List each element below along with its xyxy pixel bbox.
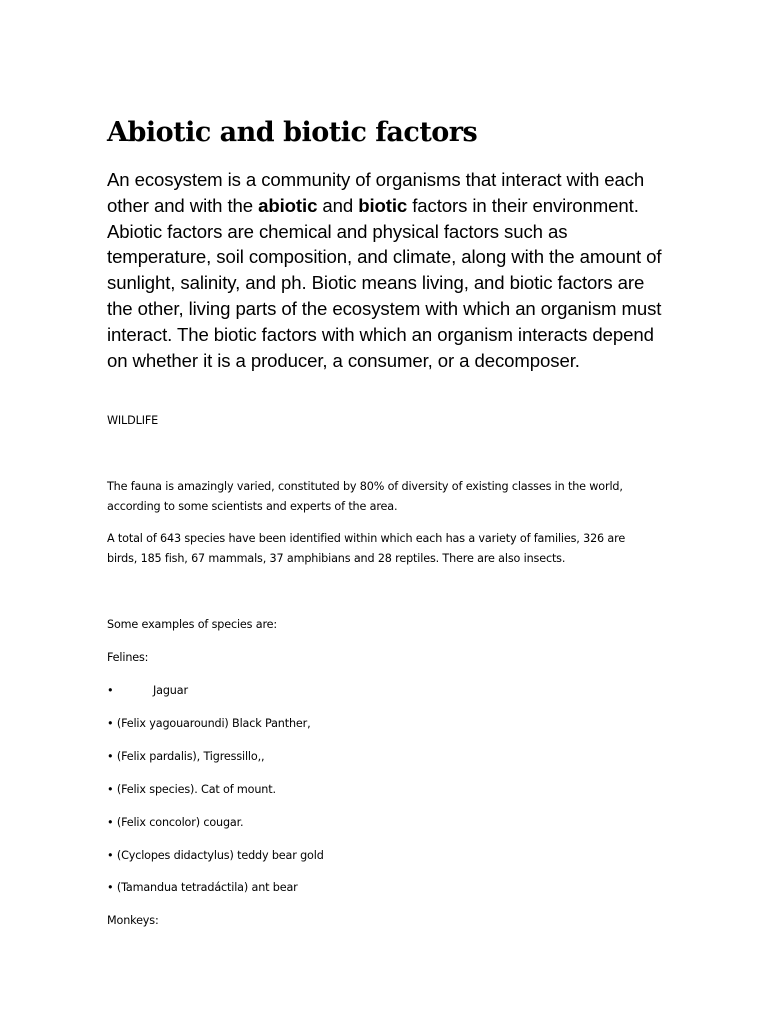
intro-text-2: and [317, 194, 359, 216]
monkeys-heading: Monkeys: [107, 914, 159, 927]
fauna-paragraph: The fauna is amazingly varied, constituted by 80% of diversity of existing classes in the world, according to some scientists and experts of the area. [107, 480, 623, 513]
intro-text-1: An ecosystem is a community of organisms that interact with each other and with the [107, 169, 645, 216]
list-item-teddy-bear-gold: • (Cyclopes didactylus) teddy bear gold [107, 849, 324, 862]
list-item-cat-of-mount: • (Felix species). Cat of mount. [107, 783, 276, 796]
list-item-text: Jaguar [153, 684, 188, 697]
list-item-cougar: • (Felix concolor) cougar. [107, 816, 244, 829]
intro-paragraph [107, 167, 667, 373]
wildlife-heading: WILDLIFE [107, 414, 159, 427]
list-item-jaguar [107, 681, 647, 701]
list-item-black-panther: • (Felix yagouaroundi) Black Panther, [107, 717, 311, 730]
felines-heading: Felines: [107, 651, 149, 664]
list-item-ant-bear: • (Tamandua tetradáctila) ant bear [107, 881, 298, 894]
document-title: Abiotic and biotic factors [107, 117, 478, 148]
examples-intro: Some examples of species are: [107, 618, 278, 631]
bullet-dot: • [107, 684, 114, 697]
intro-bold-biotic: biotic [358, 194, 408, 216]
intro-bold-abiotic: abiotic [258, 194, 318, 216]
species-count-paragraph: A total of 643 species have been identified within which each has a variety of families, 326 are birds, 185 fish, 67 mammals, 37 amphibians and 28 reptiles. There are also insects. [107, 532, 626, 565]
list-item-tigressillo: • (Felix pardalis), Tigressillo,, [107, 750, 265, 763]
intro-text-3: factors in their environment. Abiotic factors are chemical and physical factors such as temperature, soil composition, and climate, along with the amount of sunlight, salinity, and ph. Biotic means living, and biotic factors are the other, living parts of the ecosystem with which an organism must interact. The biotic factors with which an organism interacts depend on whether it is a producer, a consumer, or a decomposer. [107, 194, 662, 371]
